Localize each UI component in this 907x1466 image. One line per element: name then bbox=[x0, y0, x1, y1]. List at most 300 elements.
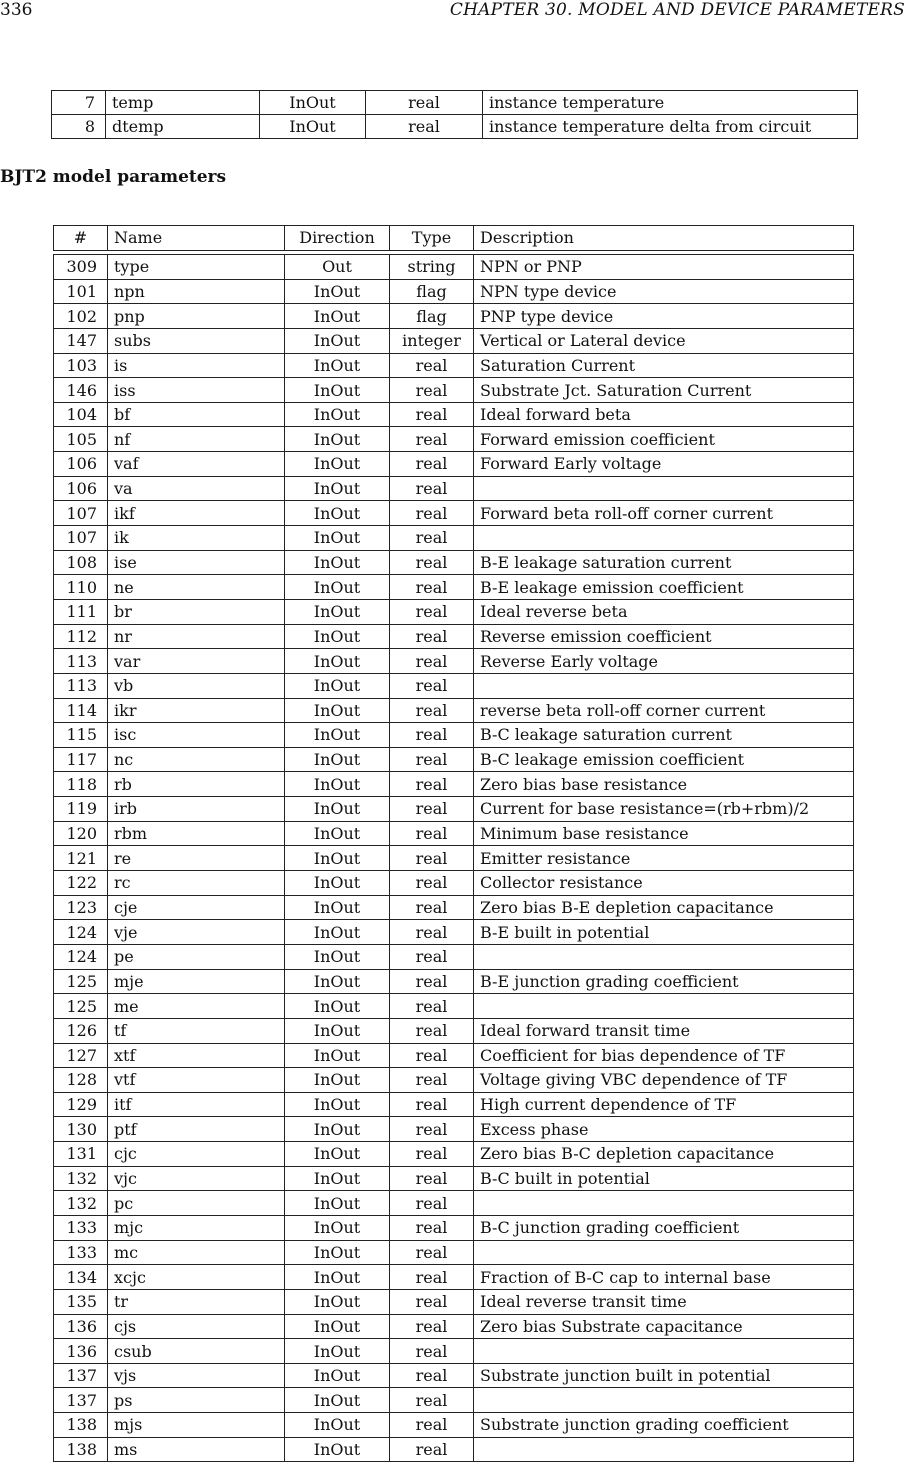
table-row bbox=[54, 920, 854, 945]
header-num: # bbox=[54, 226, 108, 251]
cell-num: 114 bbox=[54, 698, 108, 723]
cell-num: 7 bbox=[52, 91, 106, 115]
table-row bbox=[52, 91, 858, 115]
cell-name: ms bbox=[108, 1437, 285, 1462]
cell-description bbox=[474, 1437, 854, 1462]
cell-direction: InOut bbox=[285, 846, 390, 871]
cell-description: Reverse emission coefficient bbox=[474, 624, 854, 649]
cell-name: mjc bbox=[108, 1215, 285, 1240]
cell-name: irb bbox=[108, 797, 285, 822]
cell-type: real bbox=[390, 846, 474, 871]
cell-type: real bbox=[390, 698, 474, 723]
cell-direction: InOut bbox=[285, 821, 390, 846]
cell-name: vjc bbox=[108, 1166, 285, 1191]
cell-type: real bbox=[390, 1191, 474, 1216]
cell-description: B-E leakage saturation current bbox=[474, 550, 854, 575]
cell-description: Substrate Jct. Saturation Current bbox=[474, 378, 854, 403]
cell-name: rb bbox=[108, 772, 285, 797]
cell-name: tr bbox=[108, 1289, 285, 1314]
cell-num: 123 bbox=[54, 895, 108, 920]
cell-name: re bbox=[108, 846, 285, 871]
cell-num: 107 bbox=[54, 526, 108, 551]
cell-name: pc bbox=[108, 1191, 285, 1216]
cell-direction: InOut bbox=[285, 698, 390, 723]
cell-type: real bbox=[390, 673, 474, 698]
bjt2-model-params-table bbox=[53, 254, 854, 1462]
cell-name: vje bbox=[108, 920, 285, 945]
cell-num: 110 bbox=[54, 575, 108, 600]
cell-direction: Out bbox=[285, 255, 390, 280]
table-row bbox=[54, 1289, 854, 1314]
cell-direction: InOut bbox=[285, 772, 390, 797]
cell-name: mc bbox=[108, 1240, 285, 1265]
cell-num: 131 bbox=[54, 1142, 108, 1167]
cell-num: 136 bbox=[54, 1314, 108, 1339]
cell-type: integer bbox=[390, 328, 474, 353]
cell-name: br bbox=[108, 599, 285, 624]
cell-num: 146 bbox=[54, 378, 108, 403]
cell-description: Ideal reverse transit time bbox=[474, 1289, 854, 1314]
cell-direction: InOut bbox=[285, 1240, 390, 1265]
table-row bbox=[54, 747, 854, 772]
cell-name: va bbox=[108, 476, 285, 501]
cell-direction: InOut bbox=[285, 427, 390, 452]
table-row bbox=[54, 1142, 854, 1167]
cell-num: 132 bbox=[54, 1166, 108, 1191]
table-row bbox=[54, 1339, 854, 1364]
cell-direction: InOut bbox=[285, 550, 390, 575]
cell-num: 107 bbox=[54, 501, 108, 526]
cell-name: isc bbox=[108, 723, 285, 748]
chapter-title: CHAPTER 30. MODEL AND DEVICE PARAMETERS bbox=[449, 0, 905, 20]
cell-num: 133 bbox=[54, 1215, 108, 1240]
cell-name: ikr bbox=[108, 698, 285, 723]
cell-num: 137 bbox=[54, 1363, 108, 1388]
cell-type: real bbox=[390, 1018, 474, 1043]
cell-type: real bbox=[390, 1166, 474, 1191]
cell-direction: InOut bbox=[285, 1363, 390, 1388]
cell-description: reverse beta roll-off corner current bbox=[474, 698, 854, 723]
table-row bbox=[54, 821, 854, 846]
cell-description: Voltage giving VBC dependence of TF bbox=[474, 1068, 854, 1093]
cell-num: 8 bbox=[52, 115, 106, 139]
cell-direction: InOut bbox=[285, 279, 390, 304]
cell-type: real bbox=[390, 920, 474, 945]
table-row bbox=[54, 1166, 854, 1191]
cell-type: real bbox=[390, 1215, 474, 1240]
cell-name: xcjc bbox=[108, 1265, 285, 1290]
table-row bbox=[54, 1388, 854, 1413]
cell-name: tf bbox=[108, 1018, 285, 1043]
cell-name: iss bbox=[108, 378, 285, 403]
table-row bbox=[54, 1265, 854, 1290]
cell-direction: InOut bbox=[285, 476, 390, 501]
cell-direction: InOut bbox=[285, 1339, 390, 1364]
cell-name: dtemp bbox=[106, 115, 260, 139]
cell-direction: InOut bbox=[285, 575, 390, 600]
cell-description: B-E built in potential bbox=[474, 920, 854, 945]
cell-name: vaf bbox=[108, 452, 285, 477]
cell-direction: InOut bbox=[285, 723, 390, 748]
cell-num: 108 bbox=[54, 550, 108, 575]
cell-description: B-C leakage emission coefficient bbox=[474, 747, 854, 772]
table-row bbox=[54, 526, 854, 551]
cell-direction: InOut bbox=[285, 994, 390, 1019]
cell-name: ptf bbox=[108, 1117, 285, 1142]
cell-num: 106 bbox=[54, 476, 108, 501]
cell-type: real bbox=[390, 1437, 474, 1462]
cell-type: real bbox=[390, 1388, 474, 1413]
cell-description: Collector resistance bbox=[474, 871, 854, 896]
cell-name: subs bbox=[108, 328, 285, 353]
table-row bbox=[52, 115, 858, 139]
cell-num: 115 bbox=[54, 723, 108, 748]
cell-num: 101 bbox=[54, 279, 108, 304]
cell-description bbox=[474, 944, 854, 969]
cell-name: ikf bbox=[108, 501, 285, 526]
cell-num: 127 bbox=[54, 1043, 108, 1068]
cell-name: ik bbox=[108, 526, 285, 551]
cell-num: 124 bbox=[54, 944, 108, 969]
cell-description: Forward emission coefficient bbox=[474, 427, 854, 452]
cell-direction: InOut bbox=[285, 747, 390, 772]
cell-type: real bbox=[390, 821, 474, 846]
cell-direction: InOut bbox=[285, 1265, 390, 1290]
cell-type: real bbox=[390, 378, 474, 403]
cell-description: NPN or PNP bbox=[474, 255, 854, 280]
cell-description: Excess phase bbox=[474, 1117, 854, 1142]
cell-name: bf bbox=[108, 402, 285, 427]
cell-name: xtf bbox=[108, 1043, 285, 1068]
cell-direction: InOut bbox=[285, 1018, 390, 1043]
table-row bbox=[54, 427, 854, 452]
cell-name: vtf bbox=[108, 1068, 285, 1093]
table-row bbox=[54, 353, 854, 378]
cell-description: PNP type device bbox=[474, 304, 854, 329]
cell-name: ise bbox=[108, 550, 285, 575]
header-description: Description bbox=[474, 226, 854, 251]
cell-description: Substrate junction built in potential bbox=[474, 1363, 854, 1388]
table-row bbox=[54, 476, 854, 501]
cell-description: Ideal forward transit time bbox=[474, 1018, 854, 1043]
cell-direction: InOut bbox=[285, 304, 390, 329]
table-row bbox=[54, 871, 854, 896]
cell-type: real bbox=[390, 944, 474, 969]
table-row bbox=[54, 1092, 854, 1117]
cell-type: flag bbox=[390, 304, 474, 329]
cell-description: Fraction of B-C cap to internal base bbox=[474, 1265, 854, 1290]
cell-description: High current dependence of TF bbox=[474, 1092, 854, 1117]
table-row bbox=[54, 1413, 854, 1438]
cell-direction: InOut bbox=[285, 402, 390, 427]
table-row bbox=[54, 994, 854, 1019]
cell-direction: InOut bbox=[285, 624, 390, 649]
cell-direction: InOut bbox=[285, 1289, 390, 1314]
table-row bbox=[54, 328, 854, 353]
cell-description bbox=[474, 673, 854, 698]
cell-name: vjs bbox=[108, 1363, 285, 1388]
cell-direction: InOut bbox=[285, 895, 390, 920]
cell-type: real bbox=[390, 599, 474, 624]
cell-type: real bbox=[390, 969, 474, 994]
table-row bbox=[54, 1018, 854, 1043]
cell-description: Zero bias base resistance bbox=[474, 772, 854, 797]
cell-direction: InOut bbox=[285, 1166, 390, 1191]
cell-description: B-C leakage saturation current bbox=[474, 723, 854, 748]
cell-num: 309 bbox=[54, 255, 108, 280]
cell-num: 128 bbox=[54, 1068, 108, 1093]
table-row bbox=[54, 1068, 854, 1093]
cell-description bbox=[474, 1240, 854, 1265]
cell-name: itf bbox=[108, 1092, 285, 1117]
cell-direction: InOut bbox=[285, 599, 390, 624]
cell-direction: InOut bbox=[285, 1413, 390, 1438]
cell-description: B-C built in potential bbox=[474, 1166, 854, 1191]
cell-type: real bbox=[390, 723, 474, 748]
table-row bbox=[54, 550, 854, 575]
cell-description: Saturation Current bbox=[474, 353, 854, 378]
cell-direction: InOut bbox=[285, 1142, 390, 1167]
cell-type: real bbox=[390, 575, 474, 600]
cell-description: Ideal reverse beta bbox=[474, 599, 854, 624]
cell-name: vb bbox=[108, 673, 285, 698]
cell-num: 125 bbox=[54, 994, 108, 1019]
cell-direction: InOut bbox=[285, 328, 390, 353]
cell-type: real bbox=[390, 353, 474, 378]
cell-name: nr bbox=[108, 624, 285, 649]
cell-num: 120 bbox=[54, 821, 108, 846]
cell-type: real bbox=[390, 871, 474, 896]
header-direction: Direction bbox=[285, 226, 390, 251]
cell-name: nf bbox=[108, 427, 285, 452]
cell-direction: InOut bbox=[285, 1215, 390, 1240]
page-number: 336 bbox=[0, 0, 33, 20]
cell-type: real bbox=[390, 1339, 474, 1364]
cell-num: 137 bbox=[54, 1388, 108, 1413]
cell-type: flag bbox=[390, 279, 474, 304]
cell-name: npn bbox=[108, 279, 285, 304]
cell-num: 125 bbox=[54, 969, 108, 994]
table-row bbox=[54, 772, 854, 797]
table-row bbox=[54, 1437, 854, 1462]
cell-name: ps bbox=[108, 1388, 285, 1413]
cell-type: real bbox=[390, 1265, 474, 1290]
cell-num: 130 bbox=[54, 1117, 108, 1142]
cell-type: real bbox=[390, 624, 474, 649]
cell-type: real bbox=[390, 402, 474, 427]
cell-type: real bbox=[390, 452, 474, 477]
cell-type: real bbox=[390, 649, 474, 674]
cell-direction: InOut bbox=[285, 452, 390, 477]
cell-type: real bbox=[390, 994, 474, 1019]
cell-direction: InOut bbox=[285, 969, 390, 994]
cell-num: 106 bbox=[54, 452, 108, 477]
cell-type: string bbox=[390, 255, 474, 280]
cell-description: Emitter resistance bbox=[474, 846, 854, 871]
cell-description bbox=[474, 1191, 854, 1216]
table-row bbox=[54, 452, 854, 477]
cell-name: mje bbox=[108, 969, 285, 994]
cell-num: 122 bbox=[54, 871, 108, 896]
cell-description: Zero bias B-C depletion capacitance bbox=[474, 1142, 854, 1167]
cell-type: real bbox=[390, 1314, 474, 1339]
cell-direction: InOut bbox=[285, 1388, 390, 1413]
param-table-header bbox=[53, 225, 854, 251]
cell-type: real bbox=[390, 476, 474, 501]
cell-direction: InOut bbox=[260, 91, 366, 115]
table-row bbox=[54, 575, 854, 600]
cell-num: 133 bbox=[54, 1240, 108, 1265]
cell-direction: InOut bbox=[285, 501, 390, 526]
cell-direction: InOut bbox=[285, 1437, 390, 1462]
instance-params-continued-table bbox=[51, 90, 858, 139]
cell-type: real bbox=[390, 1289, 474, 1314]
cell-direction: InOut bbox=[285, 1191, 390, 1216]
section-title: BJT2 model parameters bbox=[0, 167, 227, 187]
cell-name: temp bbox=[106, 91, 260, 115]
cell-description bbox=[474, 1339, 854, 1364]
table-row bbox=[54, 304, 854, 329]
cell-direction: InOut bbox=[285, 1043, 390, 1068]
cell-name: ne bbox=[108, 575, 285, 600]
cell-description: Ideal forward beta bbox=[474, 402, 854, 427]
cell-name: nc bbox=[108, 747, 285, 772]
table-row bbox=[54, 501, 854, 526]
cell-direction: InOut bbox=[285, 871, 390, 896]
cell-direction: InOut bbox=[285, 920, 390, 945]
cell-direction: InOut bbox=[285, 944, 390, 969]
cell-num: 132 bbox=[54, 1191, 108, 1216]
table-row bbox=[54, 279, 854, 304]
cell-description: Vertical or Lateral device bbox=[474, 328, 854, 353]
table-row bbox=[54, 944, 854, 969]
table-row bbox=[54, 846, 854, 871]
table-row bbox=[54, 1191, 854, 1216]
table-row bbox=[54, 378, 854, 403]
cell-num: 119 bbox=[54, 797, 108, 822]
table-row bbox=[54, 895, 854, 920]
cell-num: 103 bbox=[54, 353, 108, 378]
cell-direction: InOut bbox=[285, 1314, 390, 1339]
cell-num: 124 bbox=[54, 920, 108, 945]
cell-type: real bbox=[366, 115, 483, 139]
cell-type: real bbox=[390, 1117, 474, 1142]
cell-num: 112 bbox=[54, 624, 108, 649]
cell-description bbox=[474, 526, 854, 551]
cell-direction: InOut bbox=[285, 526, 390, 551]
table-row bbox=[54, 723, 854, 748]
cell-direction: InOut bbox=[285, 797, 390, 822]
cell-num: 147 bbox=[54, 328, 108, 353]
cell-type: real bbox=[390, 427, 474, 452]
cell-type: real bbox=[390, 1043, 474, 1068]
cell-num: 111 bbox=[54, 599, 108, 624]
cell-type: real bbox=[390, 1068, 474, 1093]
cell-name: type bbox=[108, 255, 285, 280]
cell-type: real bbox=[390, 797, 474, 822]
cell-direction: InOut bbox=[285, 378, 390, 403]
cell-num: 138 bbox=[54, 1413, 108, 1438]
cell-name: me bbox=[108, 994, 285, 1019]
cell-type: real bbox=[390, 772, 474, 797]
cell-name: csub bbox=[108, 1339, 285, 1364]
cell-name: is bbox=[108, 353, 285, 378]
table-row bbox=[54, 1314, 854, 1339]
cell-name: rc bbox=[108, 871, 285, 896]
cell-num: 118 bbox=[54, 772, 108, 797]
cell-description: B-E junction grading coefficient bbox=[474, 969, 854, 994]
cell-description: Zero bias Substrate capacitance bbox=[474, 1314, 854, 1339]
table-row bbox=[54, 255, 854, 280]
cell-num: 121 bbox=[54, 846, 108, 871]
cell-num: 129 bbox=[54, 1092, 108, 1117]
cell-name: pe bbox=[108, 944, 285, 969]
table-row bbox=[54, 1240, 854, 1265]
cell-direction: InOut bbox=[285, 1068, 390, 1093]
cell-description: instance temperature bbox=[483, 91, 858, 115]
cell-type: real bbox=[390, 550, 474, 575]
cell-description: B-E leakage emission coefficient bbox=[474, 575, 854, 600]
cell-num: 136 bbox=[54, 1339, 108, 1364]
cell-description: Current for base resistance=(rb+rbm)/2 bbox=[474, 797, 854, 822]
cell-type: real bbox=[390, 501, 474, 526]
cell-direction: InOut bbox=[285, 649, 390, 674]
cell-type: real bbox=[390, 747, 474, 772]
cell-type: real bbox=[390, 1142, 474, 1167]
cell-num: 105 bbox=[54, 427, 108, 452]
cell-type: real bbox=[390, 895, 474, 920]
cell-num: 138 bbox=[54, 1437, 108, 1462]
table-row bbox=[54, 698, 854, 723]
cell-description bbox=[474, 1388, 854, 1413]
header-type: Type bbox=[390, 226, 474, 251]
cell-num: 126 bbox=[54, 1018, 108, 1043]
cell-description bbox=[474, 476, 854, 501]
cell-num: 113 bbox=[54, 673, 108, 698]
table-row bbox=[54, 673, 854, 698]
cell-type: real bbox=[390, 1413, 474, 1438]
header-name: Name bbox=[108, 226, 285, 251]
cell-num: 102 bbox=[54, 304, 108, 329]
cell-num: 135 bbox=[54, 1289, 108, 1314]
table-row bbox=[54, 1215, 854, 1240]
cell-description bbox=[474, 994, 854, 1019]
cell-description: Coefficient for bias dependence of TF bbox=[474, 1043, 854, 1068]
cell-description: Substrate junction grading coefficient bbox=[474, 1413, 854, 1438]
cell-description: Zero bias B-E depletion capacitance bbox=[474, 895, 854, 920]
cell-description: B-C junction grading coefficient bbox=[474, 1215, 854, 1240]
table-row bbox=[54, 969, 854, 994]
table-row bbox=[54, 649, 854, 674]
table-row bbox=[54, 624, 854, 649]
table-row bbox=[54, 1043, 854, 1068]
cell-description: Forward beta roll-off corner current bbox=[474, 501, 854, 526]
cell-name: pnp bbox=[108, 304, 285, 329]
cell-num: 113 bbox=[54, 649, 108, 674]
cell-num: 134 bbox=[54, 1265, 108, 1290]
cell-description: instance temperature delta from circuit bbox=[483, 115, 858, 139]
cell-direction: InOut bbox=[260, 115, 366, 139]
cell-name: var bbox=[108, 649, 285, 674]
cell-type: real bbox=[390, 526, 474, 551]
cell-direction: InOut bbox=[285, 353, 390, 378]
cell-direction: InOut bbox=[285, 1092, 390, 1117]
cell-name: cjs bbox=[108, 1314, 285, 1339]
cell-name: cjc bbox=[108, 1142, 285, 1167]
table-row bbox=[54, 599, 854, 624]
table-row bbox=[54, 402, 854, 427]
table-row bbox=[54, 1117, 854, 1142]
